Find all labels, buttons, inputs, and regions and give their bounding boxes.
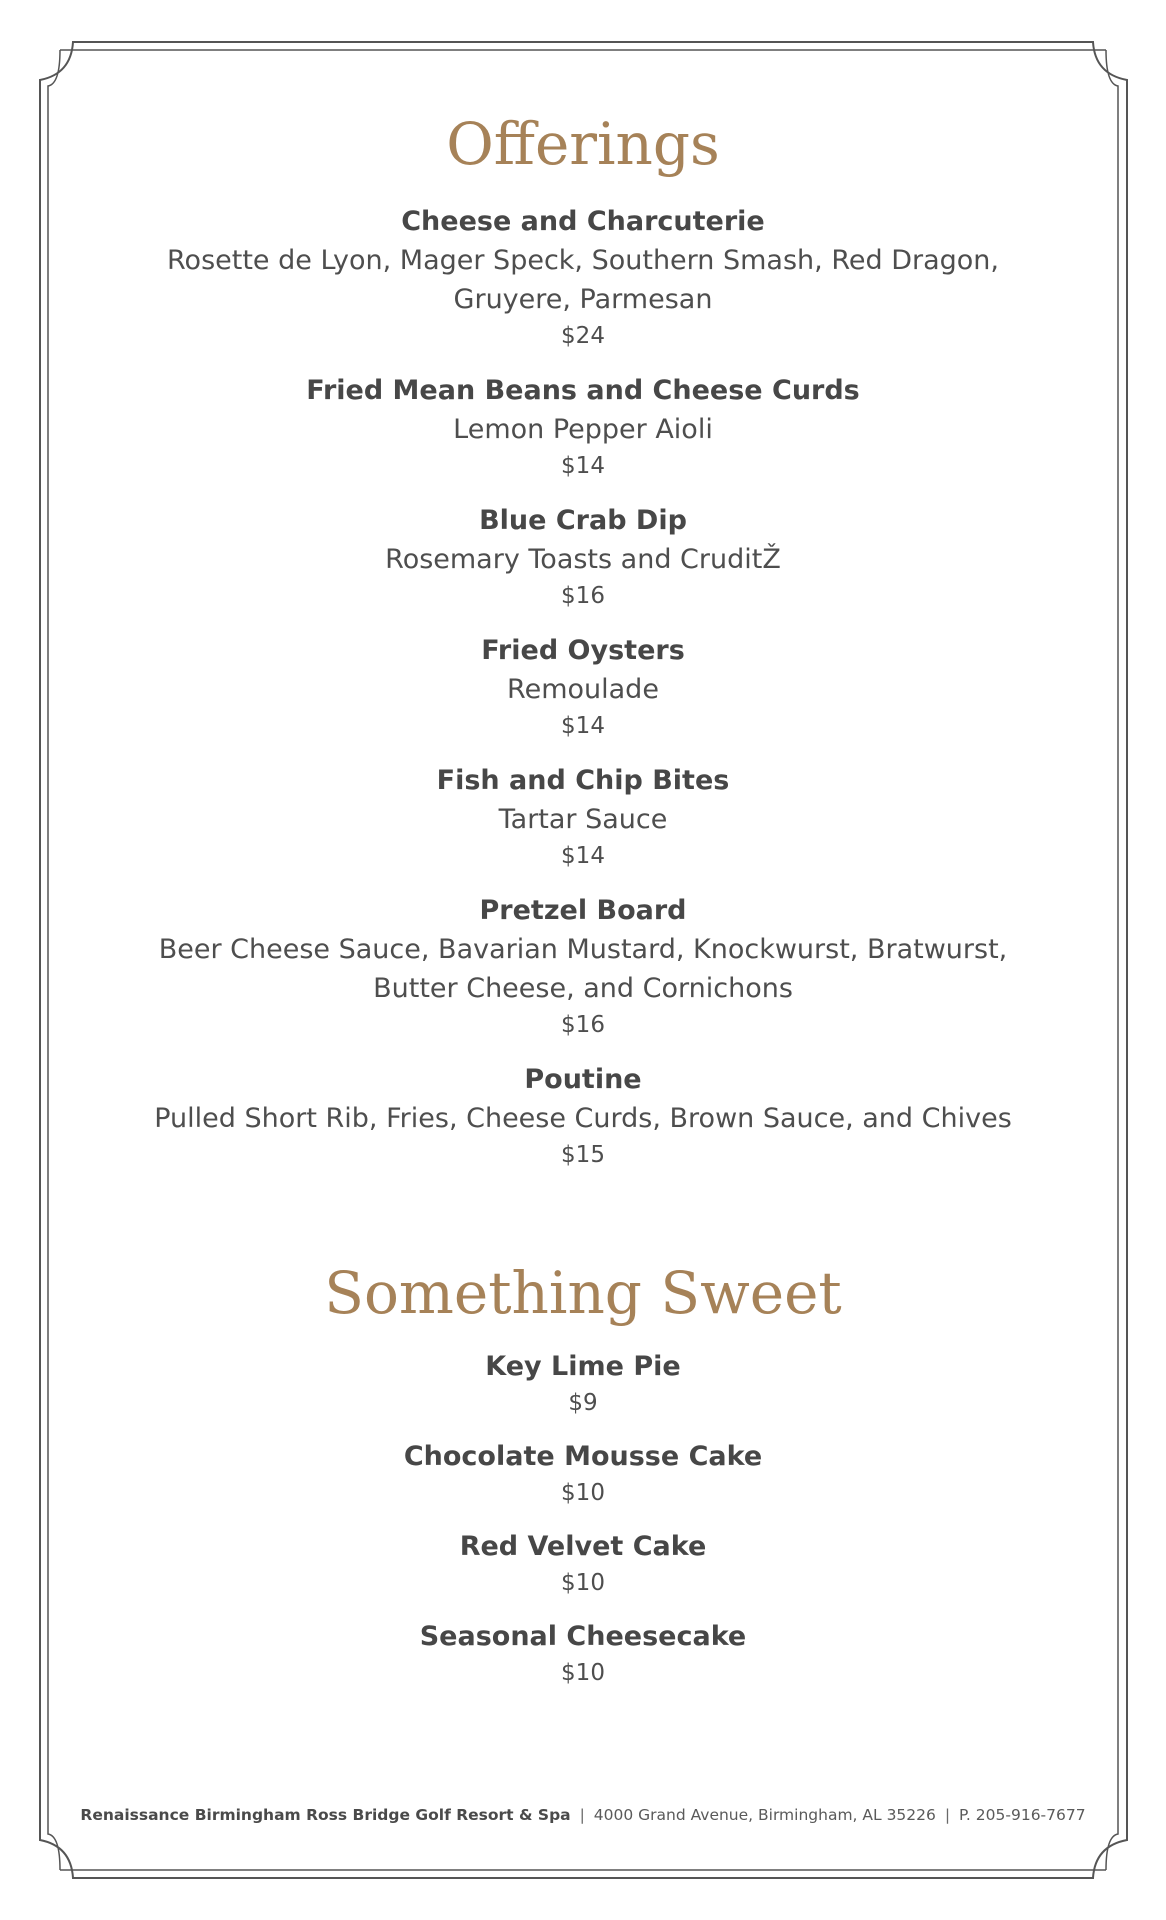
item-name: Fish and Chip Bites	[436, 765, 730, 796]
item-price: $24	[561, 323, 605, 349]
item-name: Fried Oysters	[481, 635, 685, 666]
item-price: $10	[561, 1570, 605, 1596]
item-name: Fried Mean Beans and Cheese Curds	[306, 375, 860, 406]
item-name: Pretzel Board	[479, 895, 687, 926]
menu-item	[120, 1061, 1046, 1172]
item-description: Beer Cheese Sauce, Bavarian Mustard, Knockwurst, Bratwurst, Butter Cheese, and Cornichons	[158, 934, 1008, 1004]
item-name: Blue Crab Dip	[479, 505, 687, 536]
menu-item	[120, 1528, 1046, 1600]
menu-item	[120, 762, 1046, 873]
item-description: Rosemary Toasts and CruditŽ	[385, 544, 781, 575]
item-description: Rosette de Lyon, Mager Speck, Southern Smash, Red Dragon, Gruyere, Parmesan	[167, 245, 999, 315]
item-price: $14	[561, 843, 605, 869]
item-description: Remoulade	[507, 674, 659, 705]
footer-separator: |	[579, 1806, 585, 1824]
item-price: $16	[561, 1012, 605, 1038]
footer-venue: Renaissance Birmingham Ross Bridge Golf Resort & Spa	[80, 1806, 571, 1824]
item-description: Pulled Short Rib, Fries, Cheese Curds, Brown Sauce, and Chives	[154, 1103, 1012, 1134]
footer-separator: |	[944, 1806, 951, 1824]
item-price: $10	[561, 1480, 605, 1506]
item-name: Poutine	[524, 1064, 642, 1095]
item-price: $9	[568, 1390, 598, 1416]
section-title-offerings: Offerings	[446, 110, 720, 178]
menu-item	[120, 892, 1046, 1042]
menu-item	[120, 1438, 1046, 1510]
item-description: Tartar Sauce	[498, 804, 668, 835]
item-price: $14	[561, 453, 605, 479]
item-name: Chocolate Mousse Cake	[403, 1441, 763, 1472]
menu-item	[120, 502, 1046, 613]
footer-phone: P. 205-916-7677	[959, 1806, 1086, 1824]
footer	[0, 1806, 1166, 1824]
sweets-list	[120, 1348, 1046, 1708]
menu-item	[120, 1348, 1046, 1420]
item-price: $10	[561, 1660, 605, 1686]
item-price: $16	[561, 583, 605, 609]
menu-item	[120, 372, 1046, 483]
item-name: Key Lime Pie	[485, 1351, 681, 1382]
item-price: $15	[561, 1142, 605, 1168]
item-price: $14	[561, 713, 605, 739]
item-name: Red Velvet Cake	[459, 1531, 707, 1562]
section-title-something-sweet: Something Sweet	[324, 1259, 842, 1327]
offerings-list	[120, 203, 1046, 1191]
item-description: Lemon Pepper Aioli	[453, 414, 713, 445]
item-name: Seasonal Cheesecake	[419, 1621, 747, 1652]
menu-item	[120, 1618, 1046, 1690]
menu-item	[120, 632, 1046, 743]
footer-address: 4000 Grand Avenue, Birmingham, AL 35226	[593, 1806, 936, 1824]
menu-item	[120, 203, 1046, 353]
item-name: Cheese and Charcuterie	[401, 206, 765, 237]
